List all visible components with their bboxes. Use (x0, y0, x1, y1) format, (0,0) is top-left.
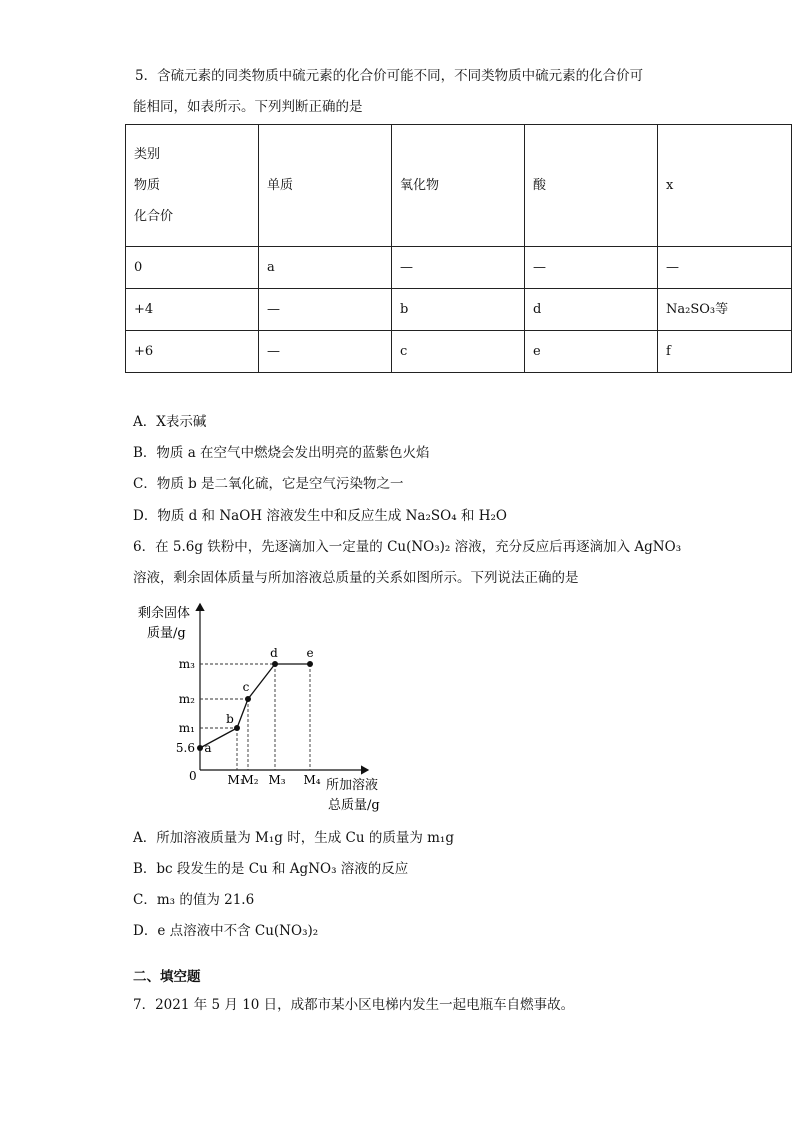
point-label: e (306, 646, 314, 660)
data-point (245, 696, 251, 702)
table-cell: f (658, 331, 792, 373)
origin-label: 0 (189, 769, 197, 783)
data-point (197, 745, 203, 751)
q6-option-a: A．所加溶液质量为 M₁g 时，生成 Cu 的质量为 m₁g (133, 830, 454, 846)
corner-valence: 化合价 (134, 209, 174, 224)
q5-option-a: A．X表示碱 (133, 414, 207, 430)
corner-substance: 物质 (134, 178, 161, 193)
table-cell: d (525, 289, 658, 331)
table-cell: +6 (126, 331, 259, 373)
q7-stem: 7．2021 年 5 月 10 日，成都市某小区电梯内发生一起电瓶车自燃事故。 (133, 997, 575, 1013)
table-cell: — (525, 247, 658, 289)
x-tick-label: M₁ (227, 773, 245, 787)
data-point (234, 725, 240, 731)
q6-option-d: D．e 点溶液中不含 Cu(NO₃)₂ (133, 923, 319, 939)
table-cell: — (658, 247, 792, 289)
table-cell: e (525, 331, 658, 373)
x-axis-label-2: 总质量/g (328, 798, 380, 813)
table-cell: Na₂SO₃等 (658, 289, 792, 331)
q6-stem-line1: 6．在 5.6g 铁粉中，先逐滴加入一定量的 Cu(NO₃)₂ 溶液，充分反应后再逐滴加入 AgNO₃ (133, 539, 682, 555)
section-heading: 二、填空题 (133, 969, 201, 985)
table-row (126, 289, 792, 331)
sulfur-valence-table (125, 124, 792, 373)
table-cell: — (259, 331, 392, 373)
y-axis-label-1: 剩余固体 (138, 606, 191, 621)
table-row (126, 247, 792, 289)
series-line (200, 664, 310, 748)
x-tick-label: M₃ (268, 773, 286, 787)
q6-stem-line2: 溶液，剩余固体质量与所加溶液总质量的关系如图所示。下列说法正确的是 (133, 570, 579, 586)
y-tick-label: m₃ (178, 657, 195, 671)
point-label: c (242, 680, 250, 694)
data-point (307, 661, 313, 667)
q6-option-b: B．bc 段发生的是 Cu 和 AgNO₃ 溶液的反应 (133, 861, 409, 877)
q5-stem-line1: 5．含硫元素的同类物质中硫元素的化合价可能不同，不同类物质中硫元素的化合价可 (135, 68, 644, 84)
table-cell: a (259, 247, 392, 289)
y-tick-label: m₁ (178, 721, 195, 735)
table-header: x (658, 125, 792, 247)
q5-option-c: C．物质 b 是二氧化硫，它是空气污染物之一 (133, 476, 404, 492)
point-label: a (204, 741, 212, 755)
y-tick-label: 5.6 (175, 741, 195, 755)
x-axis-label-1: 所加溶液 (326, 778, 379, 793)
table-header: 氧化物 (392, 125, 525, 247)
q5-stem-line2: 能相同，如表所示。下列判断正确的是 (133, 99, 363, 115)
table-header: 酸 (525, 125, 658, 247)
table-cell: — (392, 247, 525, 289)
table-cell: 0 (126, 247, 259, 289)
table-row (126, 331, 792, 373)
q5-option-b: B．物质 a 在空气中燃烧会发出明亮的蓝紫色火焰 (133, 445, 430, 461)
table-cell: b (392, 289, 525, 331)
table-cell: c (392, 331, 525, 373)
x-tick-label: M₂ (241, 773, 259, 787)
table-corner-cell (126, 125, 259, 247)
y-axis-label-2: 质量/g (147, 626, 186, 641)
q6-option-c: C．m₃ 的值为 21.6 (133, 892, 255, 908)
data-point (272, 661, 278, 667)
point-label: d (270, 646, 278, 660)
point-label: b (226, 712, 234, 726)
y-tick-label: m₂ (178, 692, 195, 706)
mass-chart (120, 598, 420, 818)
q5-option-d: D．物质 d 和 NaOH 溶液发生中和反应生成 Na₂SO₄ 和 H₂O (133, 508, 507, 524)
x-tick-label: M₄ (303, 773, 321, 787)
table-cell: +4 (126, 289, 259, 331)
table-header: 单质 (259, 125, 392, 247)
table-cell: — (259, 289, 392, 331)
corner-category: 类别 (134, 147, 161, 162)
